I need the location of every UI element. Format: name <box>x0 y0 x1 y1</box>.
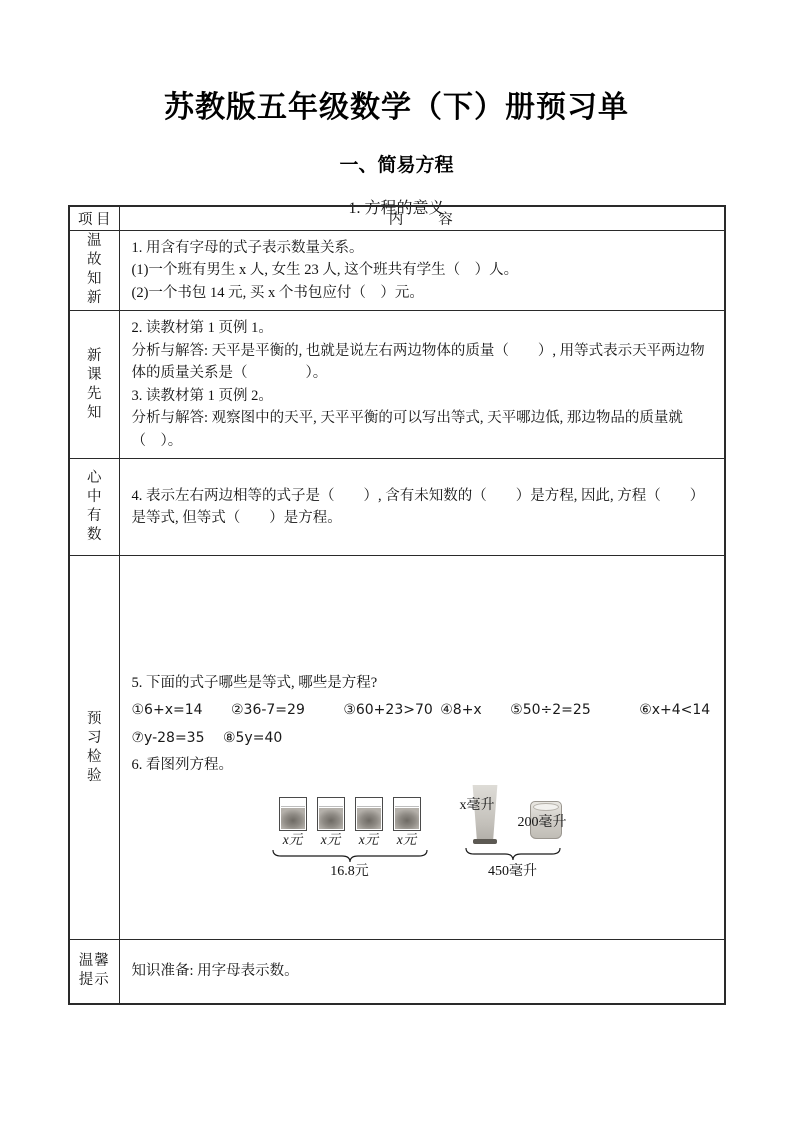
equation-4: ④8+x <box>440 702 482 718</box>
table-row <box>69 230 725 311</box>
row-label-text: 预习检验 <box>87 710 102 784</box>
row-label-new-lesson <box>69 311 119 459</box>
equation-1: ①6+x=14 <box>131 702 203 718</box>
table-row <box>69 311 725 459</box>
lesson-title: 1. 方程的意义 <box>348 200 445 217</box>
book-price-label: x元 <box>396 831 417 847</box>
books-figure <box>270 797 430 880</box>
new-lesson-line-3: 3. 读教材第 1 页例 2。 <box>131 387 273 404</box>
document-header <box>0 0 793 218</box>
equation-5: ⑤50÷2=25 <box>510 702 591 718</box>
book-image <box>317 797 345 831</box>
row-label-text: 温故知新 <box>87 233 102 307</box>
row-content-tips <box>119 940 725 1004</box>
cup-volume-label: x毫升 <box>459 797 495 813</box>
question-5-text: 5. 下面的式子哪些是等式, 哪些是方程? <box>131 674 378 691</box>
row-content-review <box>119 230 725 311</box>
question-6-text: 6. 看图列方程。 <box>131 757 233 773</box>
book-image <box>355 797 383 831</box>
unit-title: 一、简易方程 <box>339 155 454 176</box>
row-content-preview-check <box>119 556 725 940</box>
row-label-preview-check <box>69 556 119 940</box>
row-content-new-lesson <box>119 311 725 459</box>
book-price-label: x元 <box>282 831 303 847</box>
row-label-tips <box>69 940 119 1004</box>
tips-line-1: 知识准备: 用字母表示数。 <box>131 963 299 979</box>
page-title: 苏教版五年级数学（下）册预习单 <box>164 91 629 124</box>
equation-3: ③60+23>70 <box>343 702 433 718</box>
question-6-figure <box>132 781 713 896</box>
table-row <box>69 940 725 1004</box>
header-item-column: 项 目 <box>69 206 119 230</box>
jar-volume-label: 200毫升 <box>517 814 567 830</box>
underbrace-books <box>272 849 428 863</box>
new-lesson-line-2: 分析与解答: 天平是平衡的, 也就是说左右两边物体的质量（ ）, 用等式表示天平两边物体的质量关系是（ ）。 <box>131 342 705 381</box>
books-total-label: 16.8元 <box>330 863 369 879</box>
book-image <box>393 797 421 831</box>
equation-row-2 <box>132 727 713 750</box>
review-line-2: (1)一个班有男生 x 人, 女生 23 人, 这个班共有学生（ ）人。 <box>131 262 519 278</box>
cups-total-label: 450毫升 <box>488 863 537 879</box>
equation-6: ⑥x+4<14 <box>639 702 711 718</box>
table-header-row <box>69 206 725 230</box>
review-line-1: 1. 用含有字母的式子表示数量关系。 <box>131 239 364 256</box>
confidence-line-1: 4. 表示左右两边相等的式子是（ ）, 含有未知数的（ ）是方程, 因此, 方程（ ）是等式, 但等式（ ）是方程。 <box>131 487 705 526</box>
book-price-labels <box>270 833 430 847</box>
header-content-column: 内 容 <box>119 206 725 230</box>
book-price-label: x元 <box>358 831 379 847</box>
new-lesson-line-4: 分析与解答: 观察图中的天平, 天平平衡的可以写出等式, 天平哪边低, 那边物品的质量就（ ）。 <box>131 410 683 449</box>
row-label-confidence <box>69 459 119 556</box>
row-label-text: 新课先知 <box>87 347 102 421</box>
worksheet-table <box>68 205 726 1005</box>
new-lesson-line-1: 2. 读教材第 1 页例 1。 <box>131 320 273 336</box>
row-content-confidence <box>119 459 725 556</box>
row-label-review <box>69 230 119 311</box>
review-line-3: (2)一个书包 14 元, 买 x 个书包应付（ ）元。 <box>131 284 424 301</box>
underbrace-cups <box>465 847 561 861</box>
equation-8: ⑧5y=40 <box>222 729 283 746</box>
equation-2: ②36-7=29 <box>230 702 305 718</box>
equation-7: ⑦y-28=35 <box>131 729 205 746</box>
cups-figure <box>458 781 588 893</box>
row-label-text: 温馨提示 <box>78 953 110 989</box>
table-row <box>69 556 725 940</box>
cup-base <box>473 839 497 844</box>
books-row <box>270 797 430 831</box>
table-row <box>69 459 725 556</box>
book-image <box>279 797 307 831</box>
book-price-label: x元 <box>320 831 341 847</box>
equation-row-1 <box>132 699 713 722</box>
row-label-text: 心中有数 <box>87 470 102 543</box>
